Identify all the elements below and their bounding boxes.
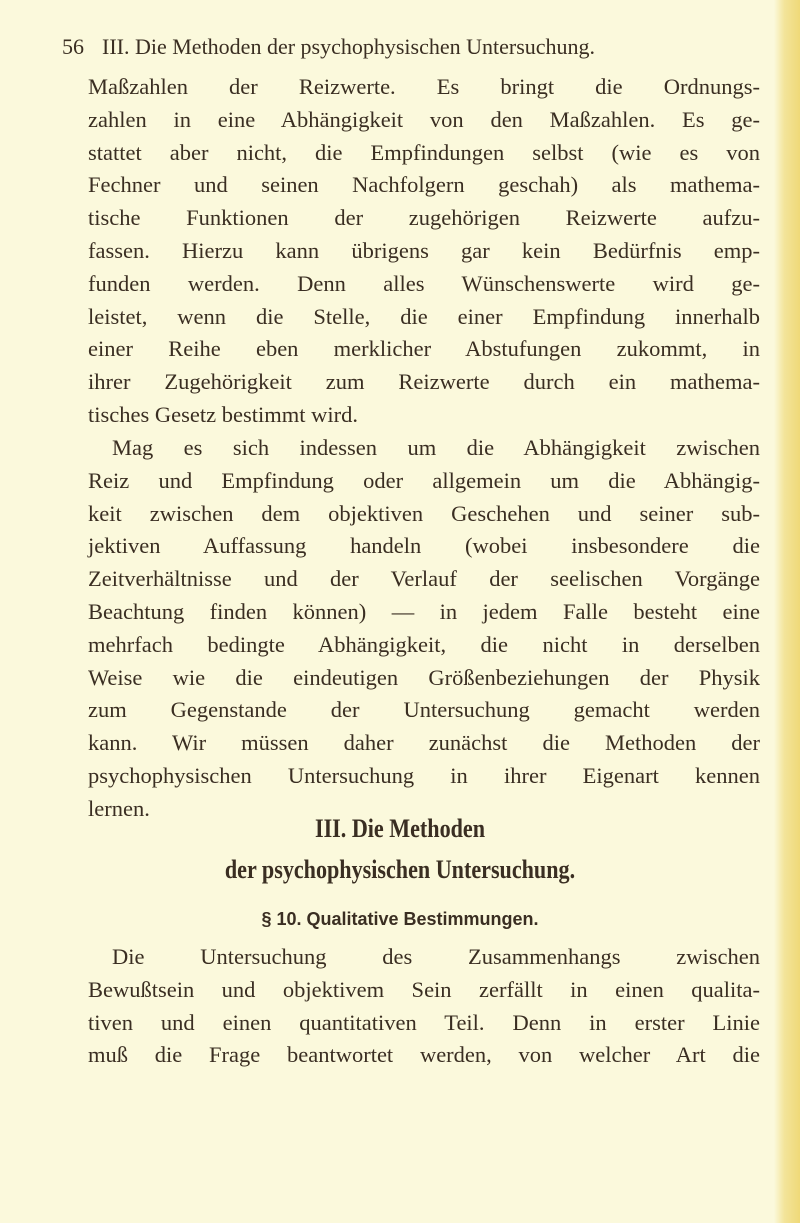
text-line: Beachtung finden können) — in jedem Falle besteht eine [88,598,760,624]
text-line: Weise wie die eindeutigen Größenbeziehungen der Physik [88,664,760,690]
chapter-title-line1: III. Die Methoden [314,814,486,843]
chapter-title-line2: der psychophysischen Untersuchung. [224,855,576,884]
text-line: Mag es sich indessen um die Abhängigkeit zwischen [112,435,760,460]
text-line: ihrer Zugehörigkeit zum Reizwerte durch ein mathema- [88,369,760,395]
page-number: 56 [62,34,84,59]
text-line: zahlen in eine Abhängigkeit von den Maßzahlen. Es ge- [88,106,760,132]
text-line: funden werden. Denn alles Wünschenswerte wird ge- [88,270,760,296]
text-line: tisches Gesetz bestimmt wird. [88,401,358,427]
text-line: fassen. Hierzu kann übrigens gar kein Bedürfnis emp- [88,237,760,263]
text-line: keit zwischen dem objektiven Geschehen und seiner sub- [88,500,760,526]
paragraph-1 [88,71,760,432]
section-heading: § 10. Qualitative Bestimmungen. [261,909,539,929]
running-header [62,34,762,60]
text-line: Reiz und Empfindung oder allgemein um die Abhängig- [88,467,760,493]
text-line: stattet aber nicht, die Empfindungen selbst (wie es von [88,139,760,165]
text-line: Fechner und seinen Nachfolgern geschah) als mathema- [88,172,760,198]
text-line: einer Reihe eben merklicher Abstufungen zukommt, in [88,336,760,362]
running-title: III. Die Methoden der psychophysischen Untersuchung. [102,34,596,59]
text-line: lernen. [88,795,150,821]
text-line: zum Gegenstande der Untersuchung gemacht werden [88,697,760,723]
text-line: Die Untersuchung des Zusammenhangs zwischen [112,944,760,969]
text-line: leistet, wenn die Stelle, die einer Empfindung innerhalb [88,303,760,329]
text-line: tiven und einen quantitativen Teil. Denn in erster Linie [88,1009,760,1035]
page-edge [774,0,800,1223]
text-line: Bewußtsein und objektivem Sein zerfällt in einen qualita- [88,976,760,1002]
text-line: muß die Frage beantwortet werden, von welcher Art die [88,1042,760,1068]
paragraph-2 [88,432,760,826]
paragraph-3 [88,941,760,1072]
text-line: Zeitverhältnisse und der Verlauf der seelischen Vorgänge [88,566,760,592]
text-line: jektiven Auffassung handeln (wobei insbesondere die [88,533,760,559]
text-line: kann. Wir müssen daher zunächst die Methoden der [88,730,760,756]
text-line: Maßzahlen der Reizwerte. Es bringt die Ordnungs- [88,74,760,99]
text-line: mehrfach bedingte Abhängigkeit, die nicht in derselben [88,631,760,657]
text-line: psychophysischen Untersuchung in ihrer Eigenart kennen [88,762,760,788]
text-line: tische Funktionen der zugehörigen Reizwerte aufzu- [88,205,760,231]
